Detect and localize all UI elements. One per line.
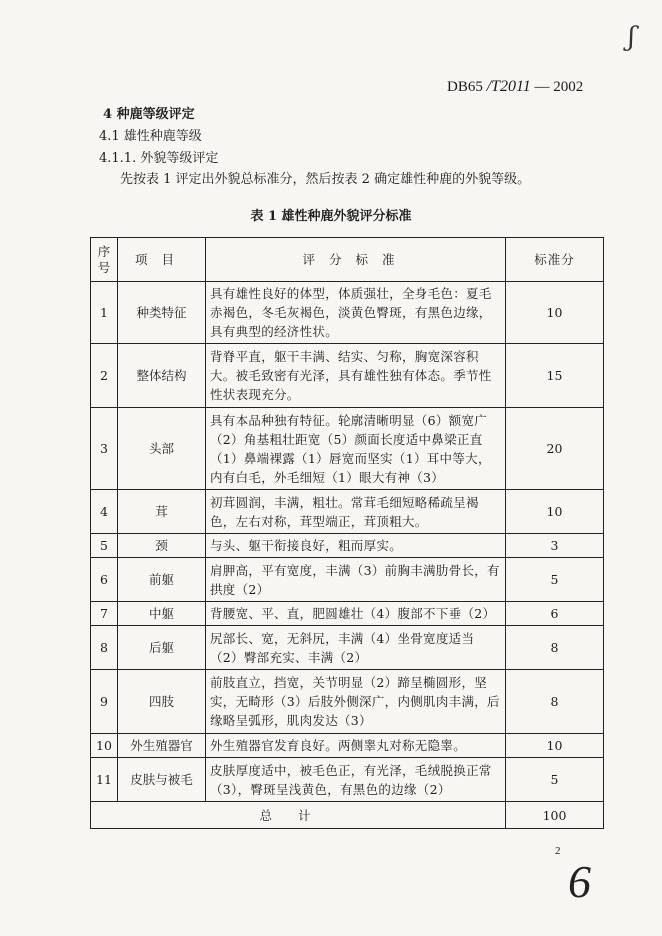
row-score: 10 (506, 734, 604, 758)
header-no: 序号 (91, 238, 118, 282)
row-number: 3 (91, 408, 118, 490)
row-number: 6 (91, 558, 118, 602)
row-score: 10 (506, 490, 604, 534)
total-row (91, 802, 604, 829)
row-item: 种类特征 (118, 282, 206, 344)
row-number: 2 (91, 344, 118, 408)
row-number: 9 (91, 670, 118, 734)
row-item: 头部 (118, 408, 206, 490)
row-criteria: 初茸圆润，丰满，粗壮。常茸毛细短略稀疏呈褐色，左右对称，茸型端正，茸顶粗大。 (206, 490, 506, 534)
table-row (91, 408, 604, 490)
subsubsection-heading: 4.1.1. 外貌等级评定 (99, 151, 219, 166)
row-score: 10 (506, 282, 604, 344)
standard-code-handwritten: /T2011 (486, 78, 531, 95)
row-item: 后躯 (118, 626, 206, 670)
table-caption: 表 1 雄性种鹿外貌评分标准 (250, 209, 412, 224)
standard-code-suffix: — 2002 (534, 79, 584, 95)
row-score: 3 (506, 534, 604, 558)
row-item: 整体结构 (118, 344, 206, 408)
table-row (91, 490, 604, 534)
total-label: 总计 (91, 802, 506, 829)
row-criteria: 皮肤厚度适中，被毛色正，有光泽，毛绒脱换正常（3），臀斑呈浅黄色，有黑色的边缘（2） (206, 758, 506, 802)
total-score: 100 (506, 802, 604, 829)
row-item: 外生殖器官 (118, 734, 206, 758)
table-row (91, 558, 604, 602)
row-number: 8 (91, 626, 118, 670)
row-item: 四肢 (118, 670, 206, 734)
standard-code (447, 78, 583, 96)
row-number: 7 (91, 602, 118, 626)
table-row (91, 534, 604, 558)
row-score: 5 (506, 558, 604, 602)
row-item: 前躯 (118, 558, 206, 602)
table-row (91, 344, 604, 408)
subsection-heading: 4.1 雄性种鹿等级 (99, 129, 202, 144)
row-criteria: 肩胛高，平有宽度，丰满（3）前胸丰满肋骨长，有拱度（2） (206, 558, 506, 602)
row-criteria: 尻部长、宽，无斜尻，丰满（4）坐骨宽度适当（2）臀部充实、丰满（2） (206, 626, 506, 670)
page-number: 2 (555, 845, 561, 857)
section-heading: 4 种鹿等级评定 (103, 107, 195, 122)
table-row (91, 282, 604, 344)
row-number: 4 (91, 490, 118, 534)
row-item: 茸 (118, 490, 206, 534)
row-number: 11 (91, 758, 118, 802)
row-item: 中躯 (118, 602, 206, 626)
intro-paragraph: 先按表 1 评定出外貌总标准分，然后按表 2 确定雄性种鹿的外貌等级。 (120, 172, 531, 187)
standard-code-prefix: DB65 (447, 79, 483, 95)
row-criteria: 具有雄性良好的体型，体质强壮，全身毛色：夏毛赤褐色，冬毛灰褐色，淡黄色臀斑，有黑色边缘，具有典型的经济性状。 (206, 282, 506, 344)
row-score: 8 (506, 626, 604, 670)
row-criteria: 与头、躯干衔接良好，粗而厚实。 (206, 534, 506, 558)
row-number: 5 (91, 534, 118, 558)
row-criteria: 外生殖器官发育良好。两侧睾丸对称无隐睾。 (206, 734, 506, 758)
row-item: 颈 (118, 534, 206, 558)
row-number: 1 (91, 282, 118, 344)
header-criteria: 评分标准 (206, 238, 506, 282)
table-row (91, 758, 604, 802)
handwritten-corner-mark: ʃ (628, 22, 636, 52)
scoring-table (90, 237, 604, 829)
table-row (91, 602, 604, 626)
table-row (91, 734, 604, 758)
row-criteria: 具有本品种独有特征。轮廓清晰明显（6）额宽广（2）角基粗壮距宽（5）颜面长度适中鼻梁正直（1）鼻端裸露（1）唇宽而坚实（1）耳中等大，内有白毛，外毛细短（1）眼大有神（3） (206, 408, 506, 490)
row-score: 8 (506, 670, 604, 734)
table-row (91, 626, 604, 670)
row-criteria: 背脊平直，躯干丰满、结实、匀称，胸宽深容积大。被毛致密有光泽，具有雄性独有体态。季节性性状表现充分。 (206, 344, 506, 408)
table-header-row (91, 238, 604, 282)
row-score: 6 (506, 602, 604, 626)
header-score: 标准分 (506, 238, 604, 282)
handwritten-page-number: 6 (568, 856, 591, 907)
row-score: 15 (506, 344, 604, 408)
row-score: 5 (506, 758, 604, 802)
header-item: 项目 (118, 238, 206, 282)
row-score: 20 (506, 408, 604, 490)
table-row (91, 670, 604, 734)
row-criteria: 背腰宽、平、直，肥圆雄壮（4）腹部不下垂（2） (206, 602, 506, 626)
row-criteria: 前肢直立，挡宽，关节明显（2）蹄呈椭圆形，坚实，无畸形（3）后肢外侧深广，内侧肌肉丰满，后缘略呈弧形，肌肉发达（3） (206, 670, 506, 734)
row-item: 皮肤与被毛 (118, 758, 206, 802)
row-number: 10 (91, 734, 118, 758)
